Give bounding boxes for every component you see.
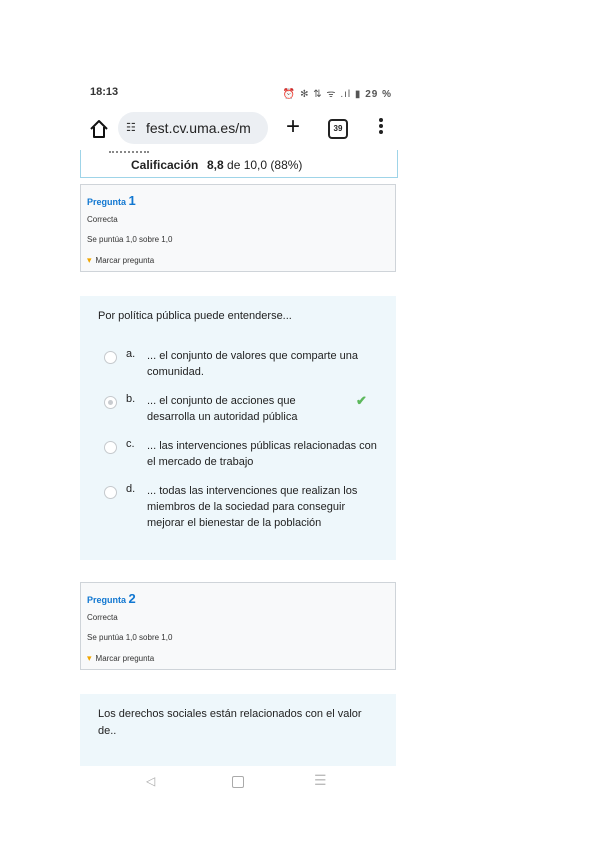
- question-title-prefix: Pregunta: [87, 197, 127, 207]
- flag-question-label[interactable]: Marcar pregunta: [95, 256, 155, 265]
- grade-score-rest: de 10,0 (88%): [227, 158, 303, 172]
- flag-icon: ▾: [87, 653, 92, 663]
- back-icon[interactable]: ◁: [146, 774, 156, 788]
- question-info: [80, 184, 396, 272]
- flag-icon: ▾: [87, 255, 92, 265]
- question-info: [80, 582, 396, 670]
- tab-switcher-button[interactable]: 39: [328, 119, 348, 139]
- option-letter: a.: [126, 348, 136, 360]
- android-nav-bar: [80, 770, 400, 794]
- grade-label: Calificación: [131, 158, 199, 172]
- new-tab-button[interactable]: +: [285, 113, 300, 140]
- system-icons: ⏰ ✻ ⇅ ᯤ .ıl: [282, 89, 352, 100]
- question-prompt: Por política pública puede entenderse...: [98, 310, 292, 322]
- status-time: 18:13: [90, 86, 119, 98]
- battery-icon: ▮: [354, 89, 362, 100]
- radio-button[interactable]: [104, 351, 117, 364]
- menu-dot-icon: [379, 124, 383, 128]
- option-text: ... el conjunto de valores que comparte una comunidad.: [147, 350, 358, 378]
- question-mark: Se puntúa 1,0 sobre 1,0: [87, 633, 173, 642]
- flag-question-link[interactable]: [87, 653, 154, 664]
- question-number: 2: [128, 591, 136, 606]
- home-icon: [88, 118, 110, 140]
- question-state: Correcta: [87, 215, 118, 224]
- grade-score: 8,8: [207, 158, 224, 172]
- question-title: [87, 193, 136, 208]
- question-prompt: Los derechos sociales están relacionados con el valor de..: [98, 708, 362, 737]
- option-letter: c.: [126, 438, 135, 450]
- menu-dot-icon: [379, 118, 383, 122]
- battery-level: 29 %: [365, 89, 392, 100]
- radio-button[interactable]: [104, 441, 117, 454]
- menu-dot-icon: [379, 130, 383, 134]
- radio-button-selected[interactable]: [104, 396, 117, 409]
- question-content: [80, 694, 396, 766]
- question-state: Correcta: [87, 613, 118, 622]
- browser-toolbar: [80, 110, 400, 148]
- address-bar[interactable]: [118, 112, 268, 144]
- radio-button[interactable]: [104, 486, 117, 499]
- grade-summary: [80, 150, 398, 178]
- status-bar: [80, 78, 400, 108]
- question-title-prefix: Pregunta: [87, 595, 127, 605]
- status-icons: [283, 86, 392, 100]
- flag-question-link[interactable]: [87, 255, 154, 266]
- flag-question-label[interactable]: Marcar pregunta: [95, 654, 155, 663]
- question-number: 1: [128, 193, 136, 208]
- option-text: ... el conjunto de acciones que desarrolla un autoridad pública: [147, 395, 298, 423]
- check-icon: ✔: [356, 393, 367, 408]
- question-mark: Se puntúa 1,0 sobre 1,0: [87, 235, 173, 244]
- option-text: ... todas las intervenciones que realizan los miembros de la sociedad para conseguir mejorar el bienestar de la población: [147, 485, 358, 529]
- cropped-row: [109, 148, 149, 153]
- site-settings-icon[interactable]: ☷: [126, 122, 136, 134]
- phone-screen: [80, 78, 400, 800]
- home-nav-icon[interactable]: [232, 776, 244, 788]
- home-button[interactable]: [88, 118, 110, 140]
- grade-value: [207, 158, 302, 172]
- option-text: ... las intervenciones públicas relacionadas con el mercado de trabajo: [147, 440, 377, 468]
- recent-apps-icon[interactable]: ☰: [314, 772, 327, 788]
- option-letter: b.: [126, 393, 136, 405]
- browser-menu-button[interactable]: [376, 116, 386, 138]
- url-text[interactable]: fest.cv.uma.es/m: [146, 120, 251, 136]
- option-letter: d.: [126, 483, 136, 495]
- question-title: [87, 591, 136, 606]
- question-content: [80, 296, 396, 560]
